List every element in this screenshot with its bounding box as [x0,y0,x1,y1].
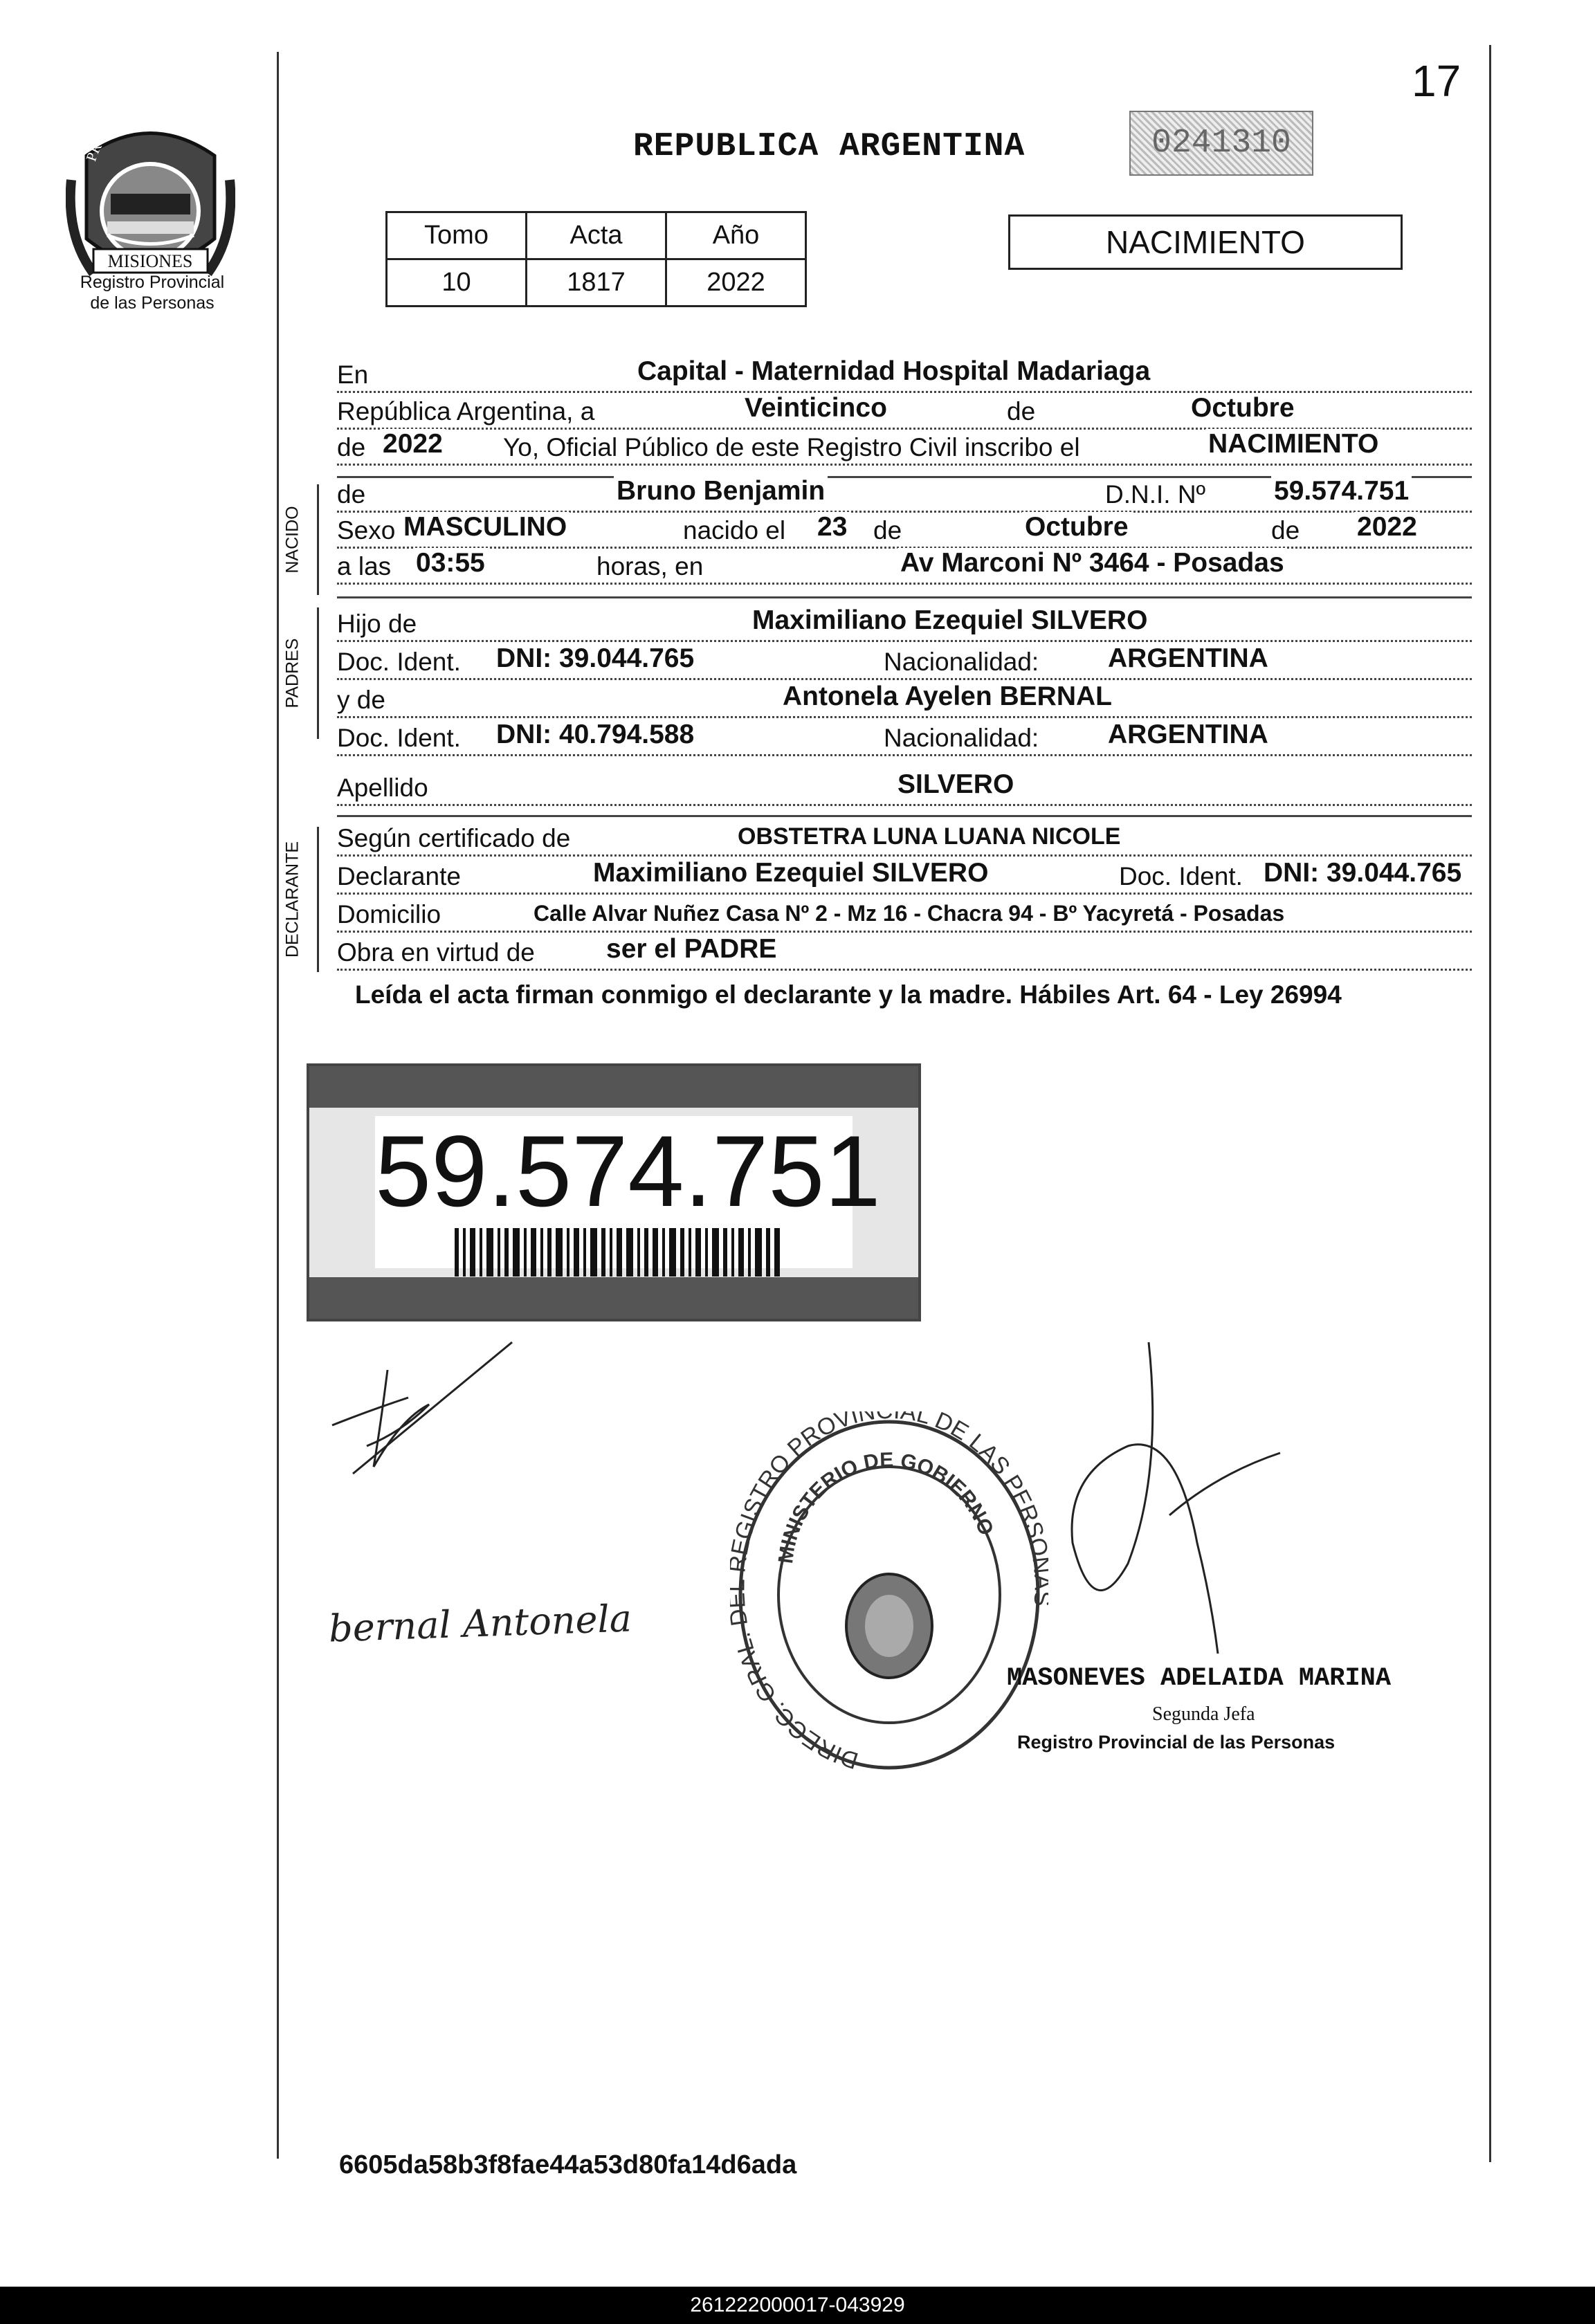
sticker-dni-number: 59.574.751 [375,1115,881,1227]
obra-row [337,934,1472,971]
birth-month-value: Octubre [1022,512,1131,542]
father-doc-row [337,643,1472,680]
table-header-ano: Año [666,212,806,259]
event-value: NACIMIENTO [1205,429,1381,459]
doc-ident-label: Doc. Ident. [337,648,465,677]
mother-doc-value: DNI: 40.794.588 [493,720,697,750]
nacionalidad-label: Nacionalidad: [884,724,1043,753]
svg-text:PROVINCIA DE: PROVIN E [82,118,181,164]
document-hash: 6605da58b3f8fae44a53d80fa14d6ada [339,2150,797,2179]
de-label: de [337,480,370,509]
nacido-el-label: nacido el [683,516,790,545]
table-header-row [387,212,806,259]
child-dni-value: 59.574.751 [1271,476,1412,506]
dni-barcode-sticker [307,1063,921,1321]
table-row [387,259,806,306]
serial-number-seal: 0241310 [1129,111,1313,176]
declarante-label: Declarante [337,862,465,891]
official-name: MASONEVES ADELAIDA MARINA [1007,1664,1392,1693]
closing-statement: Leída el acta firman conmigo el declarante y la madre. Hábiles Art. 64 - Ley 26994 [355,980,1342,1009]
footer-code-bar: 261222000017-043929 [0,2287,1595,2324]
mother-doc-row [337,720,1472,756]
birth-time-value: 03:55 [413,548,488,578]
svg-text:MINISTERIO DE GOBIERNO: MINISTERIO DE GOBIERNO [774,1448,998,1565]
barcode-icon [455,1228,780,1277]
official-title: Segunda Jefa [1152,1703,1255,1725]
domicilio-label: Domicilio [337,900,445,929]
father-nationality-value: ARGENTINA [1105,643,1271,674]
mother-nationality-value: ARGENTINA [1105,720,1271,750]
year-value: 2022 [380,429,446,459]
date-row [337,393,1472,430]
year-row [337,429,1472,466]
sex-birthdate-row [337,512,1472,549]
section-bracket [317,607,319,739]
nacido-section-label: NACIDO [282,506,302,574]
section-bracket [317,827,319,972]
certificate-row [337,820,1472,857]
address-row [337,896,1472,933]
birth-year-value: 2022 [1354,512,1420,542]
doc-ident-label: Doc. Ident. [1119,862,1247,891]
de-label: de [873,516,906,545]
declarant-name-value: Maximiliano Ezequiel SILVERO [590,858,991,888]
father-name-value: Maximiliano Ezequiel SILVERO [749,605,1150,636]
place-row [337,356,1472,393]
surname-row [337,769,1472,806]
record-reference-table [385,211,807,307]
padres-section-label: PADRES [282,638,302,708]
horas-label: horas, en [596,552,707,581]
svg-text:DIRECC. GRAL. DEL REGISTRO PRO: DIRECC. GRAL. GISTRO PROVIN AL DE LAS PERS [730,1411,1048,1774]
child-name-row [337,476,1472,513]
de-label: de [1271,516,1304,545]
time-place-row [337,548,1472,585]
svg-text:MISIONES: MISIONES [107,251,193,271]
registry-name: Registro Provincial de las Personas [80,273,225,313]
doc-ident-label: Doc. Ident. [337,724,465,753]
acta-value: 1817 [527,259,666,306]
mother-signature: bernal Antonela [328,1596,632,1651]
section-divider [337,596,1472,598]
birth-address-value: Av Marconi Nº 3464 - Posadas [897,548,1287,578]
sticker-label [375,1115,881,1268]
mother-row [337,681,1472,718]
place-value: Capital - Maternidad Hospital Madariaga [635,356,1153,387]
sticker-top-band [309,1066,918,1108]
domicilio-value: Calle Alvar Nuñez Casa Nº 2 - Mz 16 - Chacra 94 - Bº Yacyretá - Posadas [531,901,1287,926]
page-number: 17 [1412,56,1461,106]
de-label: de [1007,397,1039,426]
nacionalidad-label: Nacionalidad: [884,648,1043,677]
right-margin-line [1489,45,1491,2162]
declarante-section-label: DECLARANTE [282,841,302,958]
record-type-box: NACIMIENTO [1008,214,1403,270]
hijo-de-label: Hijo de [337,610,421,639]
official-signature [990,1335,1301,1660]
birth-day-value: 23 [814,512,850,542]
de-label: de [337,433,370,462]
child-name-value: Bruno Benjamin [614,476,828,506]
declarant-row [337,858,1472,895]
table-header-acta: Acta [527,212,666,259]
left-margin-line [277,52,279,2159]
sexo-label: Sexo [337,516,399,545]
tomo-value: 10 [387,259,527,306]
surname-value: SILVERO [895,769,1017,800]
cert-label: Según certificado de [337,824,574,853]
y-de-label: y de [337,686,390,715]
father-doc-value: DNI: 39.044.765 [493,643,697,674]
declarant-doc-value: DNI: 39.044.765 [1261,858,1464,888]
en-label: En [337,360,372,390]
officer-text: Yo, Oficial Público de este Registro Civil inscribo el [503,433,1084,462]
father-row [337,605,1472,642]
republic-label: República Argentina, a [337,397,599,426]
official-office: Registro Provincial de las Personas [1017,1732,1336,1753]
a-las-label: a las [337,552,395,581]
obra-label: Obra en virtud de [337,938,539,967]
table-header-tomo: Tomo [387,212,527,259]
day-value: Veinticinco [742,393,890,423]
dni-label: D.N.I. Nº [1105,480,1210,509]
section-divider [337,815,1472,817]
sexo-value: MASCULINO [401,512,569,542]
sticker-bottom-band [309,1277,918,1319]
mother-name-value: Antonela Ayelen BERNAL [780,681,1115,712]
ano-value: 2022 [666,259,806,306]
declarant-signature [325,1328,519,1494]
country-heading: REPUBLICA ARGENTINA [633,128,1026,165]
section-bracket [317,484,319,595]
certificate-value: OBSTETRA LUNA LUANA NICOLE [735,823,1123,850]
month-value: Octubre [1188,393,1297,423]
apellido-label: Apellido [337,774,432,803]
obra-value: ser el PADRE [603,934,779,964]
province-coat-of-arms-logo [66,118,235,298]
